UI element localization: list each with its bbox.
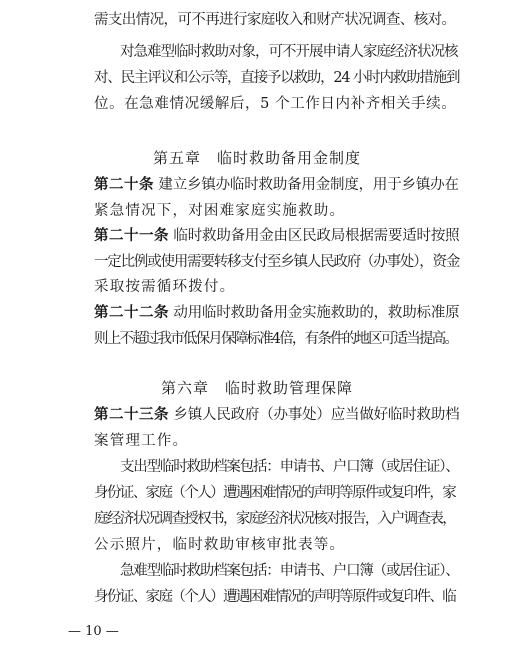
text-line: 对、民主评议和公示等，直接予以救助，24 小时内救助措施到 [94,70,460,86]
text-line: 庭经济状况调查授权书，家庭经济状况核对报告，入户调查表， [94,511,456,527]
text-line: 则上不超过我市低保月保障标准4倍，有条件的地区可适当提高。 [94,331,458,347]
chapter-6-heading: 第六章 临时救助管理保障 [160,379,353,397]
text-line: 急难型临时救助档案包括：申请书、户口簿（或居住证）、 [120,563,459,579]
article-21-line [94,226,459,246]
text-line: 身份证、家庭（个人）遭遇困难情况的声明等原件或复印件、临 [94,589,456,605]
article-23-text: 乡镇人民政府（办事处）应当做好临时救助档 [173,407,460,423]
article-22-label: 第二十二条 [94,305,169,321]
page-number: — 10 — [68,624,119,639]
article-22-text: 动用临时救助备用金实施救助的，救助标准原 [173,305,460,321]
article-21-text: 临时救助备用金由区民政局根据需要适时按照 [173,228,460,244]
text-line: 位。在急难情况缓解后，5 个工作日内补齐相关手续。 [94,96,457,112]
article-21-label: 第二十一条 [94,228,169,244]
article-23-label: 第二十三条 [94,407,169,423]
text-line: 一定比例或使用需要转移支付至乡镇人民政府（办事处），资金 [94,254,460,270]
text-line: 案管理工作。 [94,433,189,449]
text-line: 支出型临时救助档案包括：申请书、户口簿（或居住证）、 [120,459,459,475]
text-line: 采取按需循环拨付。 [94,279,236,295]
text-line: 身份证、家庭（个人）遭遇困难情况的声明等原件或复印件，家 [94,485,456,501]
text-line: 公示照片，临时救助审核审批表等。 [94,537,346,553]
article-22-line [94,303,459,323]
text-line: 需支出情况，可不再进行家庭收入和财产状况调查、核对。 [94,12,456,28]
text-line: 紧急情况下，对困难家庭实施救助。 [94,203,346,219]
article-23-line [94,405,459,425]
article-20-text: 建立乡镇办临时救助备用金制度，用于乡镇办在 [158,177,459,193]
article-20-label: 第二十条 [94,177,154,193]
text-line: 对急难型临时救助对象，可不开展申请人家庭经济状况核 [120,44,458,60]
chapter-5-heading: 第五章 临时救助备用金制度 [152,149,361,167]
article-20-line [94,175,459,195]
